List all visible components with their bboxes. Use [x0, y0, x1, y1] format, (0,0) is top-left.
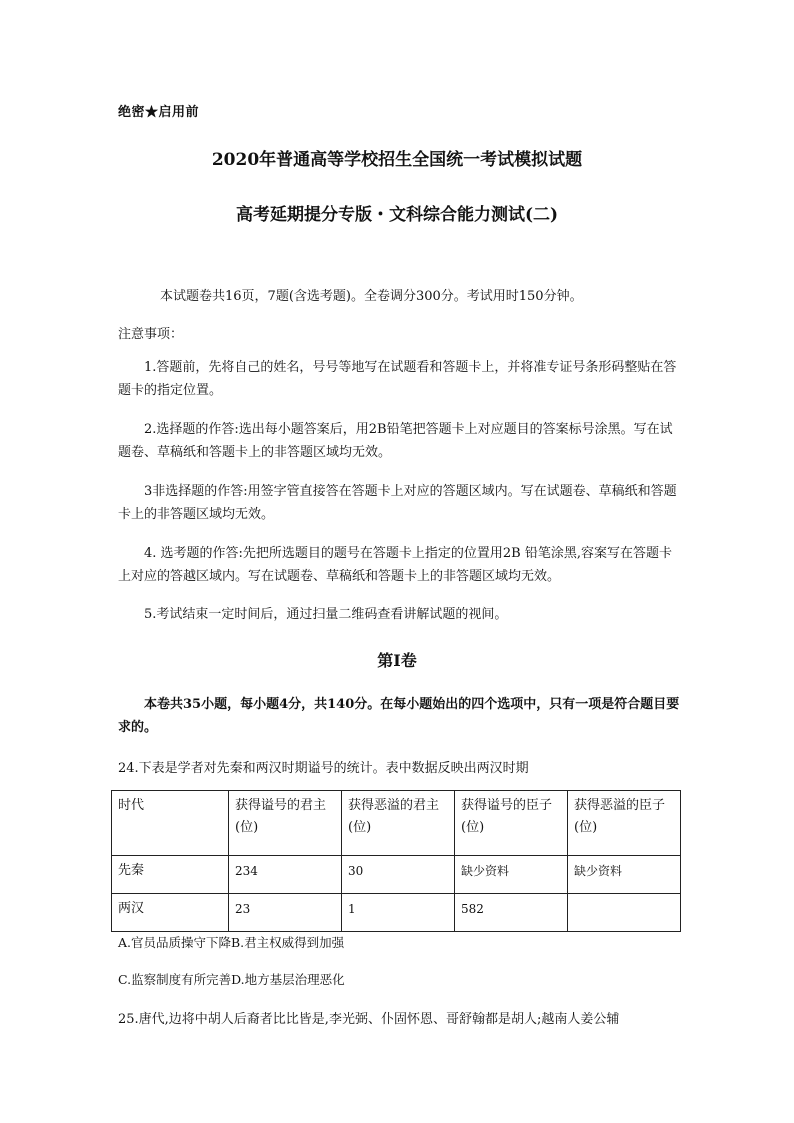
table-header-row: [112, 791, 681, 856]
table-cell: 两汉: [112, 894, 229, 932]
exam-title: 2020年普通高等学校招生全国统一考试模拟试题: [211, 150, 583, 170]
posthumous-title-table: [111, 790, 681, 932]
question-24-options-cd: C.监察制度有所完善D.地方基层治理恶化: [118, 972, 345, 987]
table-cell: 30: [342, 856, 455, 894]
table-cell: 23: [229, 894, 342, 932]
table-cell: [568, 894, 681, 932]
table-cell: 先秦: [112, 856, 229, 894]
question-24-stem: 24.下表是学者对先秦和两汉时期谥号的统计。表中数据反映出两汉时期: [118, 761, 529, 776]
confidential-label: 绝密★启用前: [118, 105, 200, 120]
table-cell: 缺少资料: [568, 856, 681, 894]
exam-intro: 本试题卷共16页，7题(含选考题)。全卷调分300分。考试用时150分钟。: [160, 289, 583, 304]
table-header-cell: 获得谥号的臣子(位): [455, 791, 568, 856]
notice-heading: 注意事项：: [118, 327, 184, 342]
notice-item-2: 2.选择题的作答:选出每小题答案后，用2B铅笔把答题卡上对应题目的答案标号涂黑。写在试题卷、草稿纸和答题卡上的非答题区域均无效。: [118, 422, 673, 460]
part-title: 第Ⅰ卷: [377, 651, 417, 670]
table-cell: 缺少资料: [455, 856, 568, 894]
table-row: [112, 894, 681, 932]
table-cell: 582: [455, 894, 568, 932]
notice-item-1: 1.答题前，先将自己的姓名，号号等地写在试题看和答题卡上，并将准专证号条形码整贴在答题卡的指定位置。: [118, 360, 677, 398]
part-description: 本卷共35小题，每小题4分，共140分。在每小题始出的四个选项中，只有一项是符合题目要求的。: [118, 697, 680, 735]
question-24-options-ab: A.官员品质操守下降B.君主权威得到加强: [118, 935, 345, 950]
table-header-cell: 获得恶溢的臣子(位): [568, 791, 681, 856]
notice-item-3: 3非选择题的作答:用签字管直接答在答题卡上对应的答题区域内。写在试题卷、草稿纸和答题卡上的非答题区域均无效。: [118, 484, 677, 522]
table-row: [112, 856, 681, 894]
table-cell: 1: [342, 894, 455, 932]
notice-item-4: 4. 选考题的作答:先把所选题目的题号在答题卡上指定的位置用2B 铅笔涂黑,容案写在答题卡上对应的答越区域内。写在试题卷、草稿纸和答题卡上的非答题区域均无效。: [118, 546, 673, 584]
notice-item-5: 5.考试结束一定时间后，通过扫量二维码查看讲解试题的视间。: [144, 607, 508, 622]
table-header-cell: 获得恶溢的君主(位): [342, 791, 455, 856]
table-header-cell: 时代: [112, 791, 229, 856]
table-cell: 234: [229, 856, 342, 894]
exam-subtitle: 高考延期提分专版・文科综合能力测试(二): [235, 205, 559, 225]
table-header-cell: 获得谥号的君主(位): [229, 791, 342, 856]
question-25-stem: 25.唐代,边将中胡人后裔者比比皆是,李光弼、仆固怀恩、哥舒翰都是胡人;越南人姜公辅: [118, 1012, 620, 1027]
